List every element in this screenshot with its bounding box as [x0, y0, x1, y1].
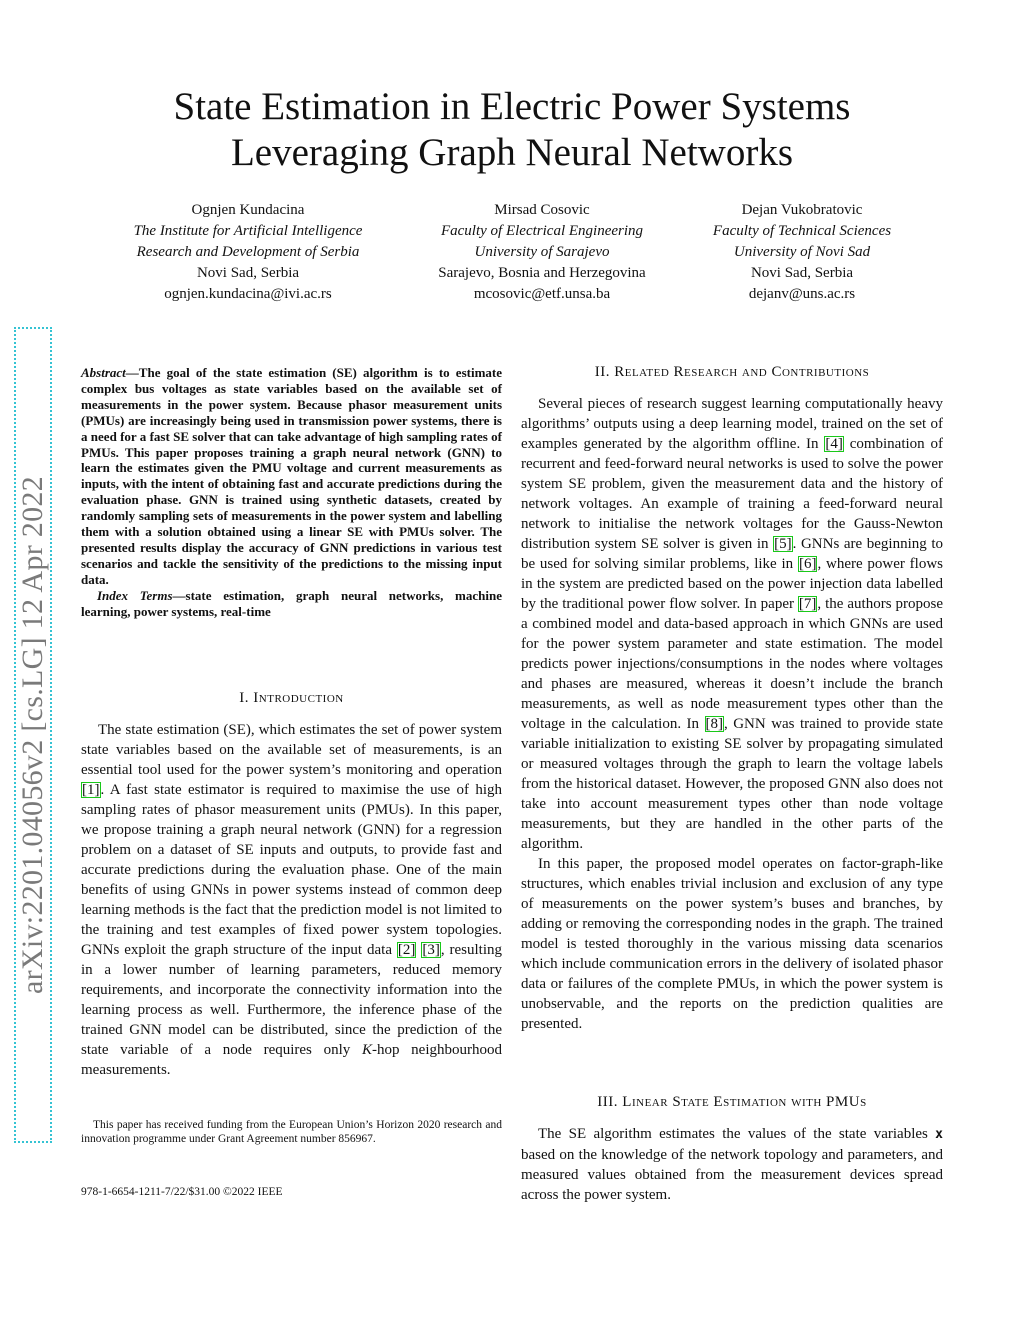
paragraph	[81, 720, 502, 1080]
title-line-1: State Estimation in Electric Power Systems	[173, 85, 851, 128]
text-run: , where power flows in the system are predicted based on the power injection data labelled by the traditional power flow solver. In paper	[521, 556, 943, 612]
abstract-label: Abstract	[81, 365, 126, 380]
math-k: K	[361, 1042, 372, 1058]
author-location: Novi Sad, Serbia	[196, 265, 300, 281]
author-name: Mirsad Cosovic	[494, 202, 590, 218]
text-run: combination of recurrent and feed-forward neural networks is used to solve the power system SE problem, given the measurement data and the history of network voltages. An example of training a feed-forward neural network to initialise the network voltages for the Gauss-Newton distribution system SE solver is given in	[521, 436, 943, 552]
author-1	[88, 200, 408, 305]
author-email: dejanv@uns.ac.rs	[748, 286, 856, 302]
citation-link[interactable]: [1]	[82, 782, 100, 798]
section-2-heading	[521, 364, 943, 381]
citation-link[interactable]: [8]	[705, 716, 724, 732]
citation-link[interactable]: [5]	[774, 536, 792, 552]
text-run: The state estimation (SE), which estimates the set of power system state variables based on the available set of measurements, is an essential tool used for the power system’s monitoring and operation	[81, 722, 502, 778]
author-location: Sarajevo, Bosnia and Herzegovina	[438, 265, 646, 281]
paragraph	[521, 394, 943, 854]
author-affiliation: The Institute for Artificial Intelligence	[133, 223, 363, 239]
author-name: Ognjen Kundacina	[191, 202, 305, 218]
isbn-line: 978-1-6654-1211-7/22/$31.00 ©2022 IEEE	[81, 1186, 283, 1198]
text-run: , the authors propose a combined model and data-based approach in which GNNs are used for the power system parameter and state estimation. The model predicts power injections/consumptions in the nodes where voltages and phases are measured, whereas it doesn’t include the branch measurements, as well as node measurement types other than the voltage in the calculation. In	[521, 596, 943, 732]
author-affiliation: University of Sarajevo	[474, 244, 610, 260]
math-x-vector: x	[935, 1127, 943, 1142]
author-location: Novi Sad, Serbia	[750, 265, 854, 281]
section-3-heading	[521, 1094, 943, 1111]
section-1-body	[81, 720, 502, 1080]
paragraph	[521, 1124, 943, 1205]
paper-title	[0, 84, 1024, 176]
author-affiliation: Faculty of Technical Sciences	[712, 223, 892, 239]
author-3	[642, 200, 962, 305]
paragraph: In this paper, the proposed model operates on factor-graph-like structures, which enables trivial inclusion and exclusion of any type of measurements on the power system’s buses and branches, by adding or removing the corresponding nodes in the graph. The trained model is tested thoroughly in the various missing data scenarios which include communication errors in the delivery of isolated phasor data or failures of the complete PMUs, in which the power system is unobservable, and the reports on the prediction qualities are presented.	[521, 856, 943, 1032]
section-2-title: Related Research and Contributions	[614, 364, 870, 380]
author-affiliation: University of Novi Sad	[733, 244, 871, 260]
text-run: Several pieces of research suggest learning computationally heavy algorithms’ outputs using a deep learning model, trained on the set of examples generated by the algorithm offline. In	[521, 396, 943, 452]
text-run: The SE algorithm estimates the values of the state variables	[538, 1126, 936, 1142]
section-3-number: III.	[597, 1094, 619, 1110]
section-1-title: Introduction	[253, 690, 344, 706]
abstract-text: —The goal of the state estimation (SE) algorithm is to estimate complex bus voltages as state variables based on the available set of measurements in the power system. Because phasor measurement units (PMUs) are increasingly being used in transmission power systems, there is a need for a fast SE solver that can take advantage of high sampling rates of PMUs. This paper proposes training a graph neural network (GNN) to learn the estimates given the PMU voltage and current measurements as inputs, with the intent of obtaining fast and accurate predictions during the evaluation phase. GNN is trained using synthetic datasets, created by randomly sampling sets of measurements in the power system and labelling them with a solution obtained using a linear SE with PMUs solver. The presented results display the accuracy of GNN predictions in various test scenarios and tackle the sensitivity of the predictions to the missing input data.	[81, 365, 502, 587]
author-name: Dejan Vukobratovic	[741, 202, 863, 218]
author-email: ognjen.kundacina@ivi.ac.rs	[164, 286, 332, 302]
section-1-heading	[81, 690, 502, 707]
section-2-number: II.	[594, 364, 610, 380]
section-3-body	[521, 1124, 943, 1205]
author-email: mcosovic@etf.unsa.ba	[473, 286, 611, 302]
citation-link[interactable]: [7]	[798, 596, 817, 612]
text-run: . GNNs are beginning to be used for solving similar problems, like in	[521, 536, 944, 572]
author-affiliation: Faculty of Electrical Engineering	[440, 223, 644, 239]
text-run: , resulting in a lower number of learning parameters, reduced memory requirements, and incorporate the connectivity information into the learning process as well. Furthermore, the inference phase of the trained GNN model can be distributed, since the prediction of the state variable of a node requires only	[81, 942, 503, 1058]
title-line-2: Leveraging Graph Neural Networks	[230, 131, 794, 174]
index-terms-label: Index Terms	[97, 587, 173, 603]
section-3-title: Linear State Estimation with PMUs	[622, 1094, 867, 1110]
author-affiliation: Research and Development of Serbia	[136, 244, 360, 260]
arxiv-stamp[interactable]: arXiv:2201.04056v2 [cs.LG] 12 Apr 2022	[12, 325, 54, 1145]
citation-link[interactable]: [3]	[422, 942, 440, 958]
citation-link[interactable]: [6]	[798, 556, 817, 572]
text-run: . A fast state estimator is required to maximise the use of high sampling rates of phasor measurement units (PMUs). In this paper, we propose training a graph neural network (GNN) for a regression problem on a dataset of SE inputs and outputs, to provide fast and accurate predictions during the evaluation phase. One of the main benefits of using GNNs in power systems instead of common deep learning methods is the fact that the prediction model is not limited to the training and test examples of fixed power system topologies. GNNs exploit the graph structure of the input data	[81, 782, 502, 958]
funding-footnote	[81, 1118, 502, 1146]
citation-link[interactable]: [4]	[825, 436, 843, 452]
text-run: -hop neighbourhood measurements.	[81, 1042, 502, 1078]
section-2-body	[521, 394, 943, 1034]
text-run: based on the knowledge of the network topology and parameters, and measured values obtained from the measurement devices spread across the power system.	[521, 1147, 943, 1203]
abstract	[81, 365, 502, 620]
citation-link[interactable]: [2]	[397, 942, 416, 958]
text-run: , GNN was trained to provide state variable initialization to existing SE solver by propagating simulated or measured voltages through the graph to learn the voltage labels from the historical dataset. However, the proposed GNN also does not take into account measurement types other than node voltage measurements, but they are handled in the other parts of the algorithm.	[521, 716, 943, 852]
index-terms-text: —state estimation, graph neural networks, machine learning, power systems, real-time	[81, 587, 502, 619]
footnote-text: This paper has received funding from the European Union’s Horizon 2020 research and innovation programme under Grant Agreement number 856967.	[81, 1119, 502, 1145]
section-1-number: I.	[239, 690, 250, 706]
